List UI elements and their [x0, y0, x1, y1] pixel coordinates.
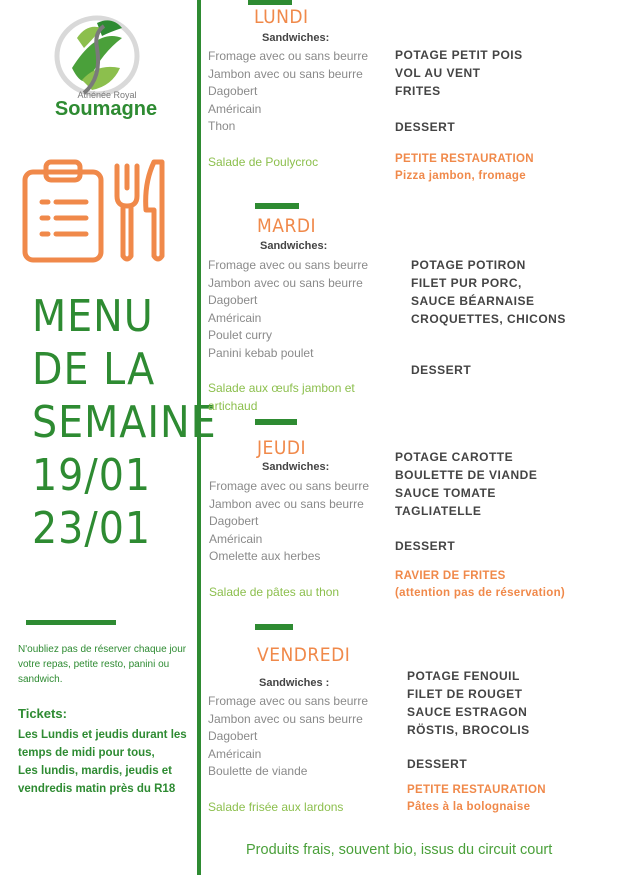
- list-item: Panini kebab poulet: [208, 345, 314, 360]
- dessert-label: DESSERT: [407, 757, 468, 771]
- special-dish: Pâtes à la bolognaise: [407, 801, 531, 813]
- sandwich-heading: Sandwiches :: [259, 677, 330, 689]
- list-item: POTAGE FENOUIL: [407, 669, 520, 683]
- day-bar: [255, 624, 293, 630]
- list-item: Jambon avec ou sans beurre: [209, 496, 364, 511]
- day-bar: [248, 0, 292, 5]
- dessert-label: DESSERT: [411, 363, 472, 377]
- salad-line: artichaud: [208, 398, 258, 413]
- list-item: Dagobert: [209, 514, 259, 529]
- special-dish: (attention pas de réservation): [395, 587, 566, 599]
- special-title: PETITE RESTAURATION: [407, 784, 546, 796]
- special-menu: [395, 151, 534, 185]
- day-bar: [255, 203, 299, 209]
- salad-of-day: [208, 380, 355, 415]
- logo-small-text: Athénée Royal: [77, 90, 137, 100]
- title-line: DE LA: [32, 344, 156, 395]
- day-vendredi: VENDREDI: [257, 644, 351, 666]
- hot-meal: [395, 448, 537, 520]
- special-menu: [395, 568, 565, 602]
- list-item: Thon: [208, 119, 236, 134]
- clipboard-icon: [25, 162, 101, 260]
- list-item: BOULETTE DE VIANDE: [395, 468, 538, 482]
- sandwich-list: [208, 48, 368, 136]
- list-item: VOL AU VENT: [395, 66, 481, 80]
- fork-knife-icon: [117, 162, 162, 259]
- list-item: Jambon avec ou sans beurre: [208, 275, 363, 290]
- hot-meal: [395, 46, 523, 100]
- tickets-heading: Tickets:: [18, 706, 67, 721]
- special-dish: Pizza jambon, fromage: [395, 170, 526, 182]
- list-item: Américain: [208, 101, 262, 116]
- list-item: SAUCE TOMATE: [395, 486, 496, 500]
- list-item: Dagobert: [208, 293, 258, 308]
- list-item: POTAGE PETIT POIS: [395, 48, 523, 62]
- list-item: Américain: [209, 531, 263, 546]
- title-line: 19/01: [32, 450, 152, 501]
- menu-icons: [20, 158, 170, 268]
- footer-tagline: Produits frais, souvent bio, issus du circuit court: [246, 842, 553, 858]
- list-item: POTAGE POTIRON: [411, 258, 526, 272]
- title-line: MENU: [32, 291, 154, 342]
- salad-of-day: Salade frisée aux lardons: [208, 800, 344, 814]
- day-jeudi: JEUDI: [257, 437, 307, 459]
- day-lundi: LUNDI: [254, 6, 309, 28]
- salad-line: Salade aux œufs jambon et: [208, 381, 355, 395]
- list-item: Poulet curry: [208, 328, 273, 343]
- special-title: PETITE RESTAURATION: [395, 153, 534, 165]
- special-menu: [407, 782, 546, 816]
- tickets-line: Les Lundis et jeudis durant les temps de midi pour tous,: [18, 729, 187, 759]
- list-item: Jambon avec ou sans beurre: [208, 711, 363, 726]
- list-item: Américain: [208, 746, 262, 761]
- list-item: POTAGE CAROTTE: [395, 450, 514, 464]
- sandwich-heading: Sandwiches:: [262, 32, 330, 44]
- list-item: SAUCE ESTRAGON: [407, 705, 528, 719]
- list-item: Fromage avec ou sans beurre: [209, 479, 370, 493]
- dessert-label: DESSERT: [395, 120, 456, 134]
- day-mardi: MARDI: [257, 215, 317, 237]
- list-item: Dagobert: [208, 729, 258, 744]
- title-line: SEMAINE: [32, 397, 217, 448]
- tickets-info: [18, 726, 196, 798]
- list-item: Omelette aux herbes: [209, 549, 321, 564]
- list-item: FILET DE ROUGET: [407, 687, 523, 701]
- logo-school-name: Soumagne: [54, 98, 158, 120]
- tickets-line: Les lundis, mardis, jeudis et vendredis matin près du R18: [18, 765, 176, 795]
- sandwich-heading: Sandwiches:: [260, 240, 328, 252]
- sandwich-list: [208, 257, 368, 363]
- hot-meal: [411, 256, 566, 328]
- list-item: RÖSTIS, BROCOLIS: [407, 723, 530, 737]
- title-line: 23/01: [32, 503, 152, 554]
- list-item: Jambon avec ou sans beurre: [208, 66, 363, 81]
- list-item: Fromage avec ou sans beurre: [208, 49, 369, 63]
- day-bar: [255, 419, 297, 425]
- special-title: RAVIER DE FRITES: [395, 570, 506, 582]
- salad-of-day: Salade de pâtes au thon: [209, 585, 340, 599]
- list-item: FILET PUR PORC,: [411, 276, 522, 290]
- sandwich-heading: Sandwiches:: [262, 461, 330, 473]
- dessert-label: DESSERT: [395, 539, 456, 553]
- list-item: SAUCE BÉARNAISE: [411, 294, 535, 308]
- list-item: CROQUETTES, CHICONS: [411, 312, 566, 326]
- list-item: FRITES: [395, 84, 441, 98]
- menu-title: [32, 290, 217, 555]
- list-item: Fromage avec ou sans beurre: [208, 694, 369, 708]
- list-item: Américain: [208, 310, 262, 325]
- hot-meal: [407, 667, 530, 739]
- reservation-note: N'oubliez pas de réserver chaque jour votre repas, petite resto, panini ou sandwich.: [18, 644, 187, 685]
- sidebar-divider: [26, 620, 116, 625]
- list-item: TAGLIATELLE: [395, 504, 482, 518]
- sandwich-list: [209, 478, 369, 566]
- salad-of-day: Salade de Poulycroc: [208, 155, 319, 169]
- list-item: Dagobert: [208, 84, 258, 99]
- sandwich-list: [208, 693, 368, 781]
- list-item: Boulette de viande: [208, 764, 308, 779]
- list-item: Fromage avec ou sans beurre: [208, 258, 369, 272]
